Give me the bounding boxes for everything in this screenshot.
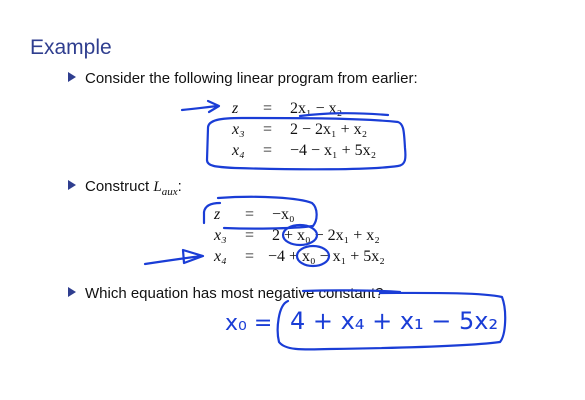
- laux-subscript: aux: [161, 186, 178, 198]
- lp1-row3-eq: =: [263, 142, 273, 159]
- underline-squiggle-icon: [300, 113, 388, 116]
- bullet-text-prefix: Construct: [85, 178, 154, 195]
- slide-title: Example: [30, 36, 112, 59]
- arrow-x4-row-icon: [145, 250, 203, 264]
- strike-through-icon: [303, 290, 400, 292]
- lp1-row3-lhs: x₄: [232, 142, 245, 159]
- circle-x0-row3-icon: [297, 246, 329, 266]
- lp1-row1-rhs: 2x₁ − x₂: [290, 100, 343, 117]
- bullet-text: Which equation has most negative constant?: [85, 285, 384, 302]
- objective-box-icon: [204, 197, 317, 229]
- lp2-row2-eq: =: [245, 227, 255, 244]
- lp2-row3-eq: =: [245, 248, 255, 265]
- lp2-row2-rhs: 2 + x₀ − 2x₁ + x₂: [272, 227, 380, 244]
- lp1-row1-eq: =: [263, 100, 273, 117]
- handwritten-rhs: 4 + x₄ + x₁ − 5x₂: [290, 307, 499, 335]
- lp2-row3-rhs: −4 + x₀ − x₁ + 5x₂: [268, 248, 385, 265]
- laux-symbol: L: [153, 179, 162, 195]
- lp2-row1-eq: =: [245, 206, 255, 223]
- lp1-row3-rhs: −4 − x₁ + 5x₂: [290, 142, 377, 159]
- bullet-text-suffix: :: [177, 178, 182, 195]
- lp1-row2-eq: =: [263, 121, 273, 138]
- lp1-row2-lhs: x₃: [232, 121, 245, 138]
- bullet-text: Consider the following linear program from earlier:: [85, 70, 418, 87]
- lp2-row2-lhs: x₃: [214, 227, 227, 244]
- lp2-row1-lhs: z: [214, 206, 221, 223]
- lp1-row1-lhs: z: [232, 100, 239, 117]
- lp2-row1-rhs: −x₀: [272, 206, 295, 223]
- lp2-row3-lhs: x₄: [214, 248, 227, 265]
- answer-box-icon: [278, 293, 505, 350]
- lp1-row2-rhs: 2 − 2x₁ + x₂: [290, 121, 368, 138]
- arrow-z-row-icon: [182, 101, 219, 112]
- handwritten-lhs: x₀ =: [225, 311, 273, 336]
- constraint-box-icon: [207, 118, 405, 169]
